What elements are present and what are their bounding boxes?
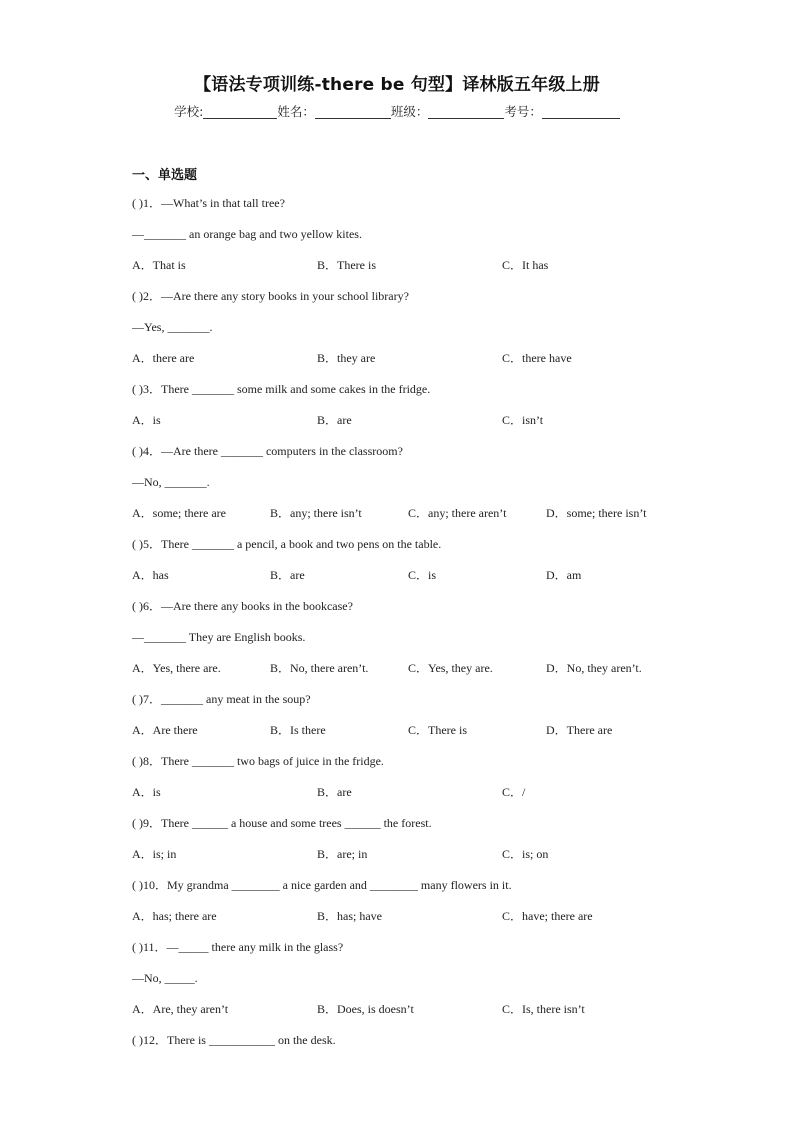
answer-options [132, 564, 692, 595]
answer-options [132, 254, 692, 285]
question-line: ( )3．There _______ some milk and some cakes in the fridge. [132, 382, 431, 396]
answer-option[interactable]: D．some; there isn’t [546, 506, 647, 520]
name-blank[interactable] [315, 104, 391, 119]
answer-option[interactable]: A．That is [132, 258, 186, 272]
answer-option[interactable]: B．any; there isn’t [270, 506, 362, 520]
question-line: ( )6．—Are there any books in the bookcase? [132, 599, 353, 613]
answer-options [132, 657, 692, 688]
answer-option[interactable]: C．isn’t [502, 413, 544, 427]
answer-option[interactable]: D．am [546, 568, 582, 582]
answer-option[interactable]: C．Is, there isn’t [502, 1002, 585, 1016]
answer-option[interactable]: C．is [408, 568, 437, 582]
question-line: —Yes, _______. [132, 320, 213, 334]
answer-option[interactable]: B．There is [317, 258, 376, 272]
school-label: 学校: [174, 104, 204, 119]
question-line: —_______ They are English books. [132, 630, 306, 644]
question-line: ( )7．_______ any meat in the soup? [132, 692, 311, 706]
class-blank[interactable] [428, 104, 504, 119]
answer-option[interactable]: A．has; there are [132, 909, 217, 923]
answer-option[interactable]: B．No, there aren’t. [270, 661, 369, 675]
school-blank[interactable] [203, 104, 277, 119]
answer-option[interactable]: C．It has [502, 258, 549, 272]
answer-option[interactable]: B．are [317, 413, 352, 427]
answer-options [132, 998, 692, 1029]
question-line: ( )12．There is ___________ on the desk. [132, 1033, 336, 1047]
page-title: 【语法专项训练-there be 句型】译林版五年级上册 [194, 75, 600, 95]
rows-container [132, 192, 692, 1060]
answer-options [132, 781, 692, 812]
answer-option[interactable]: A．is [132, 785, 161, 799]
answer-options [132, 843, 692, 874]
answer-option[interactable]: B．are [270, 568, 305, 582]
answer-option[interactable]: B．are [317, 785, 352, 799]
question-line: —_______ an orange bag and two yellow kites. [132, 227, 362, 241]
answer-option[interactable]: C．There is [408, 723, 467, 737]
answer-options [132, 409, 692, 440]
answer-option[interactable]: B．are; in [317, 847, 368, 861]
answer-option[interactable]: A．Yes, there are. [132, 661, 221, 675]
question-line: ( )4．—Are there _______ computers in the classroom? [132, 444, 403, 458]
answer-option[interactable]: A．is; in [132, 847, 177, 861]
answer-option[interactable]: B．Is there [270, 723, 326, 737]
answer-option[interactable]: C．is; on [502, 847, 549, 861]
answer-option[interactable]: D．No, they aren’t. [546, 661, 642, 675]
answer-option[interactable]: B．has; have [317, 909, 382, 923]
answer-options [132, 719, 692, 750]
answer-option[interactable]: A．there are [132, 351, 195, 365]
answer-option[interactable]: A．is [132, 413, 161, 427]
exam-number-blank[interactable] [542, 104, 620, 119]
answer-option[interactable]: C．any; there aren’t [408, 506, 507, 520]
answer-option[interactable]: C．/ [502, 785, 526, 799]
question-line: ( )9．There ______ a house and some trees ______ the forest. [132, 816, 432, 830]
answer-option[interactable]: C．have; there are [502, 909, 593, 923]
answer-options [132, 502, 692, 533]
answer-option[interactable]: A．has [132, 568, 169, 582]
question-line: —No, _______. [132, 475, 210, 489]
question-line: ( )11．—_____ there any milk in the glass? [132, 940, 344, 954]
exam-number-label: 考号： [504, 104, 542, 119]
answer-option[interactable]: A．some; there are [132, 506, 226, 520]
answer-options [132, 347, 692, 378]
answer-options [132, 905, 692, 936]
section-heading: 一、单选题 [132, 168, 198, 183]
answer-option[interactable]: A．Are, they aren’t [132, 1002, 229, 1016]
answer-option[interactable]: C．there have [502, 351, 572, 365]
question-line: ( )1．—What’s in that tall tree? [132, 196, 285, 210]
question-line: ( )8．There _______ two bags of juice in the fridge. [132, 754, 384, 768]
class-label: 班级： [390, 104, 429, 119]
question-line: ( )10．My grandma ________ a nice garden and ________ many flowers in it. [132, 878, 512, 892]
student-info-line [0, 102, 794, 120]
answer-option[interactable]: B．Does, is doesn’t [317, 1002, 414, 1016]
answer-option[interactable]: D．There are [546, 723, 613, 737]
answer-option[interactable]: C．Yes, they are. [408, 661, 493, 675]
question-line: ( )5．There _______ a pencil, a book and two pens on the table. [132, 537, 442, 551]
name-label: 姓名： [277, 104, 315, 119]
question-line: ( )2．—Are there any story books in your school library? [132, 289, 409, 303]
question-list [132, 166, 692, 1060]
question-line: —No, _____. [132, 971, 198, 985]
answer-option[interactable]: A．Are there [132, 723, 198, 737]
answer-option[interactable]: B．they are [317, 351, 376, 365]
